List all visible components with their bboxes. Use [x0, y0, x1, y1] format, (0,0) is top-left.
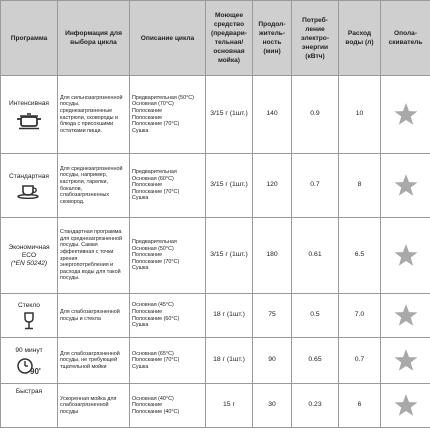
energy-cell: 0.9 — [292, 76, 339, 154]
program-name: Экономичная ECO — [8, 243, 50, 259]
header-rinse-aid: Опола-скиватель — [381, 1, 430, 76]
table-row — [1, 218, 430, 294]
rinse-aid-cell — [381, 218, 430, 294]
cup-plate-icon — [17, 183, 41, 199]
svg-text:90': 90' — [30, 366, 41, 375]
table-row — [1, 154, 430, 218]
water-cell: 6.5 — [339, 218, 381, 294]
water-cell: 6 — [339, 384, 381, 428]
duration-cell: 140 — [253, 76, 292, 154]
description-cell: Предварительная Основная (60°C) Полоскание Полоскание (70°C) Сушка — [130, 154, 206, 218]
star-icon — [393, 243, 419, 268]
header-detergent: Моющее средство (предвари-тельная/ основная мойка) — [206, 1, 253, 76]
detergent-cell: 18 г (1шт.) — [206, 338, 253, 384]
description-cell: Основная (45°C) Полоскание Полоскание (60°C) Сушка — [130, 294, 206, 338]
table-header-row — [1, 1, 430, 76]
program-cell — [1, 338, 58, 384]
rinse-aid-cell — [381, 384, 430, 428]
duration-cell: 30 — [253, 384, 292, 428]
water-cell: 0.7 — [339, 338, 381, 384]
program-cell — [1, 384, 58, 428]
pot-icon — [16, 110, 42, 130]
header-info: Информация для выбора цикла — [58, 1, 130, 76]
table-row — [1, 294, 430, 338]
duration-cell: 180 — [253, 218, 292, 294]
clock-90-icon — [17, 357, 41, 375]
info-cell: Для слабозагрязненной посуды, не требующей тщательной мойки — [58, 338, 130, 384]
header-program: Программа — [1, 1, 58, 76]
rinse-aid-cell — [381, 76, 430, 154]
star-icon — [393, 173, 419, 198]
description-cell: Предварительная Основная (50°C) Полоскание Полоскание (70°C) Сушка — [130, 218, 206, 294]
energy-cell: 0.23 — [292, 384, 339, 428]
header-water: Расход воды (л) — [339, 1, 381, 76]
star-icon — [393, 102, 419, 127]
description-cell: Предварительная (50°C) Основная (70°C) Полоскание Полоскание Полоскание (70°C) Сушка — [130, 76, 206, 154]
program-cell — [1, 218, 58, 294]
info-cell: Для слабозагрязненной посуды и стекла — [58, 294, 130, 338]
program-name: Стандартная — [9, 172, 49, 180]
star-icon — [393, 348, 419, 373]
star-icon — [393, 303, 419, 328]
program-standard: (*EN 50242) — [10, 259, 48, 267]
program-cell — [1, 76, 58, 154]
rinse-aid-cell — [381, 294, 430, 338]
description-cell: Основная (40°C) Полоскание Полоскание (40°C) — [130, 384, 206, 428]
detergent-cell: 15 г — [206, 384, 253, 428]
energy-cell: 0.7 — [292, 154, 339, 218]
duration-cell: 120 — [253, 154, 292, 218]
program-name: Интенсивная — [9, 99, 49, 107]
info-cell: Стандартная программа для среднезагрязненной посуды. Самая эффективная с точки зрения энергопотребления и расхода воды для такой посуды. — [58, 218, 130, 294]
header-description: Описание цикла — [130, 1, 206, 76]
table-row — [1, 384, 430, 428]
detergent-cell: 3/15 г (1шт.) — [206, 76, 253, 154]
detergent-cell: 18 г (1шт.) — [206, 294, 253, 338]
energy-cell: 0.5 — [292, 294, 339, 338]
header-energy: Потреб-ление электро-энергии (кВтч) — [292, 1, 339, 76]
rinse-aid-cell — [381, 154, 430, 218]
energy-cell: 0.65 — [292, 338, 339, 384]
program-cell — [1, 154, 58, 218]
duration-cell: 75 — [253, 294, 292, 338]
description-cell: Основная (65°C) Полоскание (70°C) Сушка — [130, 338, 206, 384]
program-name: Стекло — [18, 301, 40, 309]
info-cell: Для среднезагрязненной посуды, например, кастрюли, тарелки, бокалов, слабозагрязненных сковород. — [58, 154, 130, 218]
table-row — [1, 76, 430, 154]
water-cell: 8 — [339, 154, 381, 218]
program-name: Быстрая — [15, 388, 43, 395]
water-cell: 7.0 — [339, 294, 381, 338]
program-name: 90 минут — [15, 346, 43, 354]
energy-cell: 0.61 — [292, 218, 339, 294]
detergent-cell: 3/15 г (1шт.) — [206, 154, 253, 218]
glass-icon — [22, 312, 36, 330]
info-cell: Для сильнозагрязненной посуды, среднезагрязненные кастрюли, сковороды и блюда с присохшими остатками пищи. — [58, 76, 130, 154]
detergent-cell: 3/15 г (1шт.) — [206, 218, 253, 294]
rinse-aid-cell — [381, 338, 430, 384]
program-cell — [1, 294, 58, 338]
table-row — [1, 338, 430, 384]
star-icon — [393, 393, 419, 418]
info-cell: Ускоренная мойка для слабозагрязненной посуды — [58, 384, 130, 428]
water-cell: 10 — [339, 76, 381, 154]
duration-cell: 90 — [253, 338, 292, 384]
header-duration: Продол-житель-ность (мин) — [253, 1, 292, 76]
